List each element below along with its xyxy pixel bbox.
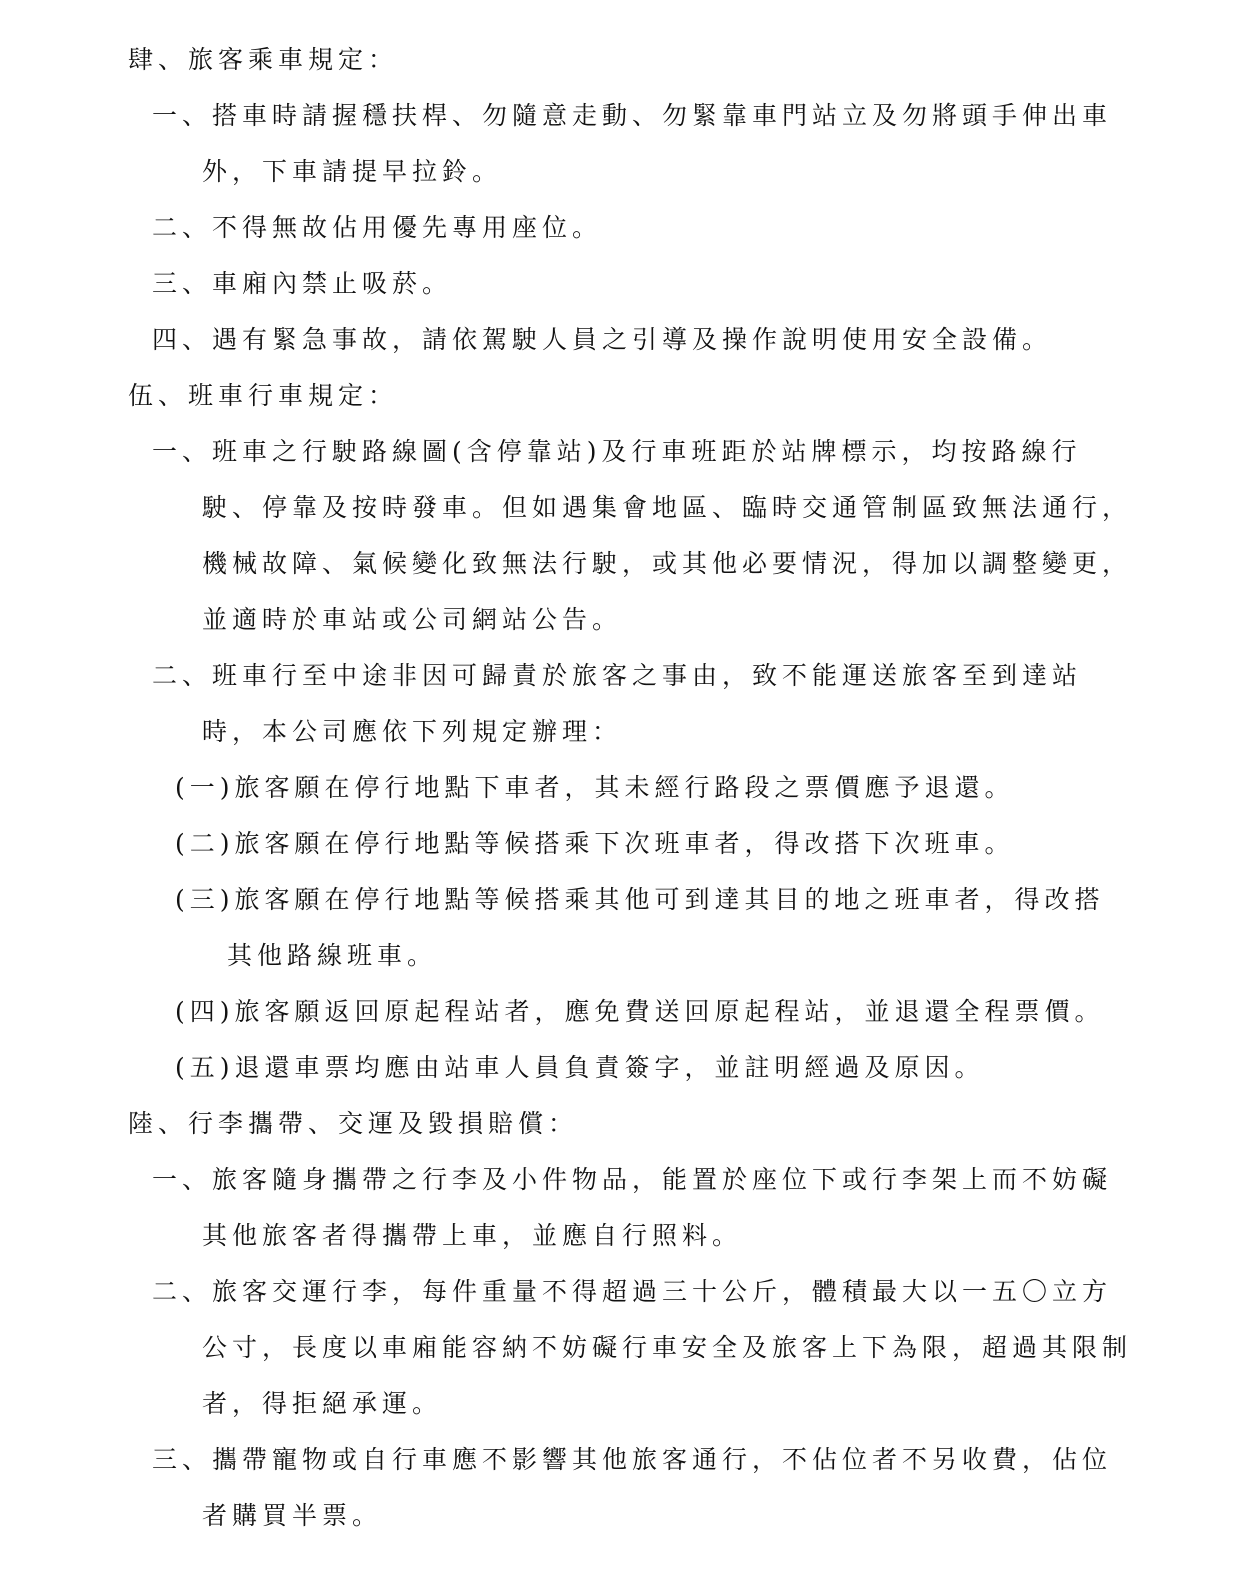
rule-item-continuation: 機械故障、氣候變化致無法行駛，或其他必要情況，得加以調整變更， [202,549,1133,578]
rule-item: 三、攜帶寵物或自行車應不影響其他旅客通行，不佔位者不另收費，佔位 [152,1445,1113,1474]
rule-item-continuation: 並適時於車站或公司網站公告。 [202,605,623,634]
sub-rule-item: (一)旅客願在停行地點下車者，其未經行路段之票價應予退還。 [175,773,1015,802]
rule-item-continuation: 外，下車請提早拉鈴。 [202,157,503,186]
rule-item: 一、搭車時請握穩扶桿、勿隨意走動、勿緊靠車門站立及勿將頭手伸出車 [152,101,1113,130]
rule-item-continuation: 時，本公司應依下列規定辦理： [202,717,623,746]
rule-item: 一、旅客隨身攜帶之行李及小件物品，能置於座位下或行李架上而不妨礙 [152,1165,1113,1194]
rule-item: 三、車廂內禁止吸菸。 [152,269,453,298]
rule-item: 二、不得無故佔用優先專用座位。 [152,213,603,242]
sub-rule-item-continuation: 其他路線班車。 [227,941,438,970]
section-heading-5: 伍、班車行車規定： [128,381,399,410]
sub-rule-item: (三)旅客願在停行地點等候搭乘其他可到達其目的地之班車者，得改搭 [175,885,1105,914]
rule-item-continuation: 其他旅客者得攜帶上車，並應自行照料。 [202,1221,743,1250]
rule-item-continuation: 公寸，長度以車廂能容納不妨礙行車安全及旅客上下為限，超過其限制 [202,1333,1133,1362]
rule-item-continuation: 者，得拒絕承運。 [202,1389,443,1418]
sub-rule-item: (二)旅客願在停行地點等候搭乘下次班車者，得改搭下次班車。 [175,829,1015,858]
rule-item: 二、班車行至中途非因可歸責於旅客之事由，致不能運送旅客至到達站 [152,661,1083,690]
sub-rule-item: (五)退還車票均應由站車人員負責簽字，並註明經過及原因。 [175,1053,985,1082]
rule-item: 一、班車之行駛路線圖(含停靠站)及行車班距於站牌標示，均按路線行 [152,437,1082,466]
sub-rule-item: (四)旅客願返回原起程站者，應免費送回原起程站，並退還全程票價。 [175,997,1105,1026]
rule-item-continuation: 駛、停靠及按時發車。但如遇集會地區、臨時交通管制區致無法通行， [202,493,1133,522]
rule-item: 四、遇有緊急事故，請依駕駛人員之引導及操作說明使用安全設備。 [152,325,1053,354]
rule-item-continuation: 者購買半票。 [202,1501,383,1530]
section-heading-6: 陸、行李攜帶、交運及毀損賠償： [128,1109,579,1138]
rule-item: 二、旅客交運行李，每件重量不得超過三十公斤，體積最大以一五〇立方 [152,1277,1113,1306]
section-heading-4: 肆、旅客乘車規定： [128,45,399,74]
